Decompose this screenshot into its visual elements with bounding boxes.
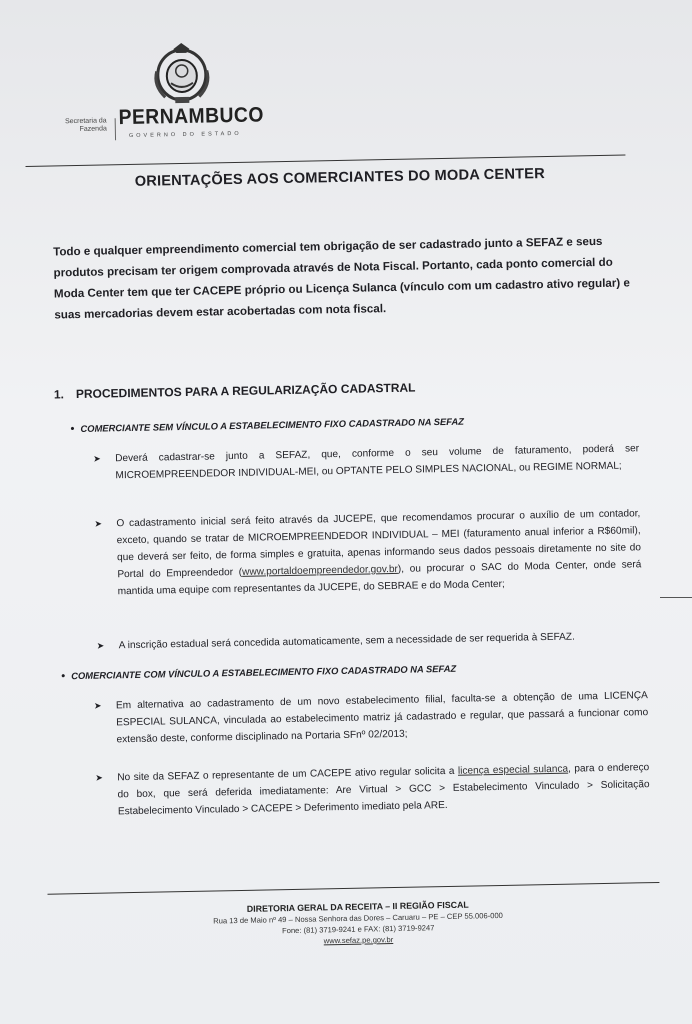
list-item-text: Em alternativa ao cadastramento de um novo estabelecimento filial, faculta-se a obtenção de uma LICENÇA ESPECIAL SULANCA, vinculada ao estabelecimento matriz já cadastrado e regular, que passará a funcionar como extensão deste, conforme disciplinado na Portaria SFnº 02/2013; (115, 690, 649, 746)
arrow-bullet-icon: ➤ (94, 518, 103, 529)
bullet-icon: • (61, 670, 66, 683)
header-rule (26, 154, 626, 167)
intro-paragraph: Todo e qualquer empreendimento comercial tem obrigação de ser cadastrado junto a SEFAZ e seus produtos precisam ter origem comprovada através de Nota Fiscal. Portanto, cada ponto comercial do Moda Center tem que ter CACEPE próprio ou Licença Sulanca (vínculo com um cadastro ativo regular) e suas mercadorias devem estar acobertadas com nota fiscal. (53, 234, 630, 322)
secretaria-label: Secretaria da Fazenda (64, 117, 107, 133)
footer (158, 898, 559, 950)
list-item (93, 687, 649, 748)
list-item (94, 505, 642, 600)
list-item (95, 759, 650, 820)
state-name: PERNAMBUCO (118, 103, 265, 130)
footer-org: DIRETORIA GERAL DA RECEITA – II REGIÃO FISCAL (246, 899, 469, 914)
governo-label: GOVERNO DO ESTADO (128, 130, 242, 139)
letterhead-logo (51, 39, 273, 153)
document-title: ORIENTAÇÕES AOS COMERCIANTES DO MODA CENTER (134, 166, 546, 190)
licenca-especial-sulanca-link[interactable]: licença especial sulanca (457, 763, 569, 777)
arrow-bullet-icon: ➤ (93, 700, 102, 711)
logo-divider (115, 118, 116, 140)
arrow-bullet-icon: ➤ (93, 453, 101, 464)
footer-rule (48, 882, 660, 895)
list-item-text: Deverá cadastrar-se junto a SEFAZ, que, conforme o seu volume de faturamento, poderá ser MICROEMPREENDEDOR INDIVIDUAL-MEI, ou OPTANTE PELO SIMPLES NACIONAL, ou REGIME NORMAL; (115, 443, 640, 482)
subsection-heading-without-link (70, 416, 464, 436)
footer-website-link[interactable]: www.sefaz.pe.gov.br (323, 935, 394, 946)
list-item-text: , para o endereço do box, que será deferida imediatamente: Are Virtual > GCC > Estabelecimento Vinculado > Solicitação Estabelecimento Vinculado > CACEPE > Deferimento imediato pela ARE. (117, 762, 650, 818)
footer-address: Rua 13 de Maio nº 49 – Nossa Senhora das Dores – Caruaru – PE – CEP 55.006-000 (213, 910, 503, 926)
section-heading (54, 381, 416, 402)
list-item-text: A inscrição estadual será concedida automaticamente, sem a necessidade de ser requerida à SEFAZ. (118, 631, 575, 652)
pernambuco-coat-of-arms-icon (148, 40, 215, 107)
list-item-text: ), ou procurar o SAC do Moda Center, onde será mantida uma equipe com representantes da JUCEPE, do SEBRAE e do Moda Center; (117, 559, 642, 598)
subsection-heading-with-link (61, 663, 456, 683)
subsection-title: COMERCIANTE COM VÍNCULO A ESTABELECIMENTO FIXO CADASTRADO NA SEFAZ (71, 662, 457, 682)
margin-mark (660, 597, 692, 598)
bullet-icon: • (70, 423, 75, 436)
footer-phone: Fone: (81) 3719-9241 e FAX: (81) 3719-9247 (281, 923, 435, 936)
arrow-bullet-icon: ➤ (96, 640, 105, 651)
list-item-text: O cadastramento inicial será feito através da JUCEPE, que recomendamos procurar o auxílio de um contador, exceto, quando se tratar de MICROEMPREENDEDOR INDIVIDUAL – MEI (faturamento anual inferior a R$60mil), que deverá ser feito, de forma simples e gratuita, apenas informando seus dados pessoais diretamente no site do Portal do Empreendedor ( (116, 508, 642, 581)
section-number: 1. (53, 387, 65, 402)
list-item (96, 627, 643, 654)
section-title: PROCEDIMENTOS PARA A REGULARIZAÇÃO CADASTRAL (75, 380, 416, 402)
list-item-text: No site da SEFAZ o representante de um CACEPE ativo regular solicita a (117, 765, 459, 784)
portal-empreendedor-link[interactable]: www.portaldoempreendedor.gov.br (242, 563, 398, 578)
list-item (93, 440, 640, 484)
subsection-title: COMERCIANTE SEM VÍNCULO A ESTABELECIMENTO FIXO CADASTRADO NA SEFAZ (80, 415, 464, 434)
arrow-bullet-icon: ➤ (95, 772, 103, 783)
